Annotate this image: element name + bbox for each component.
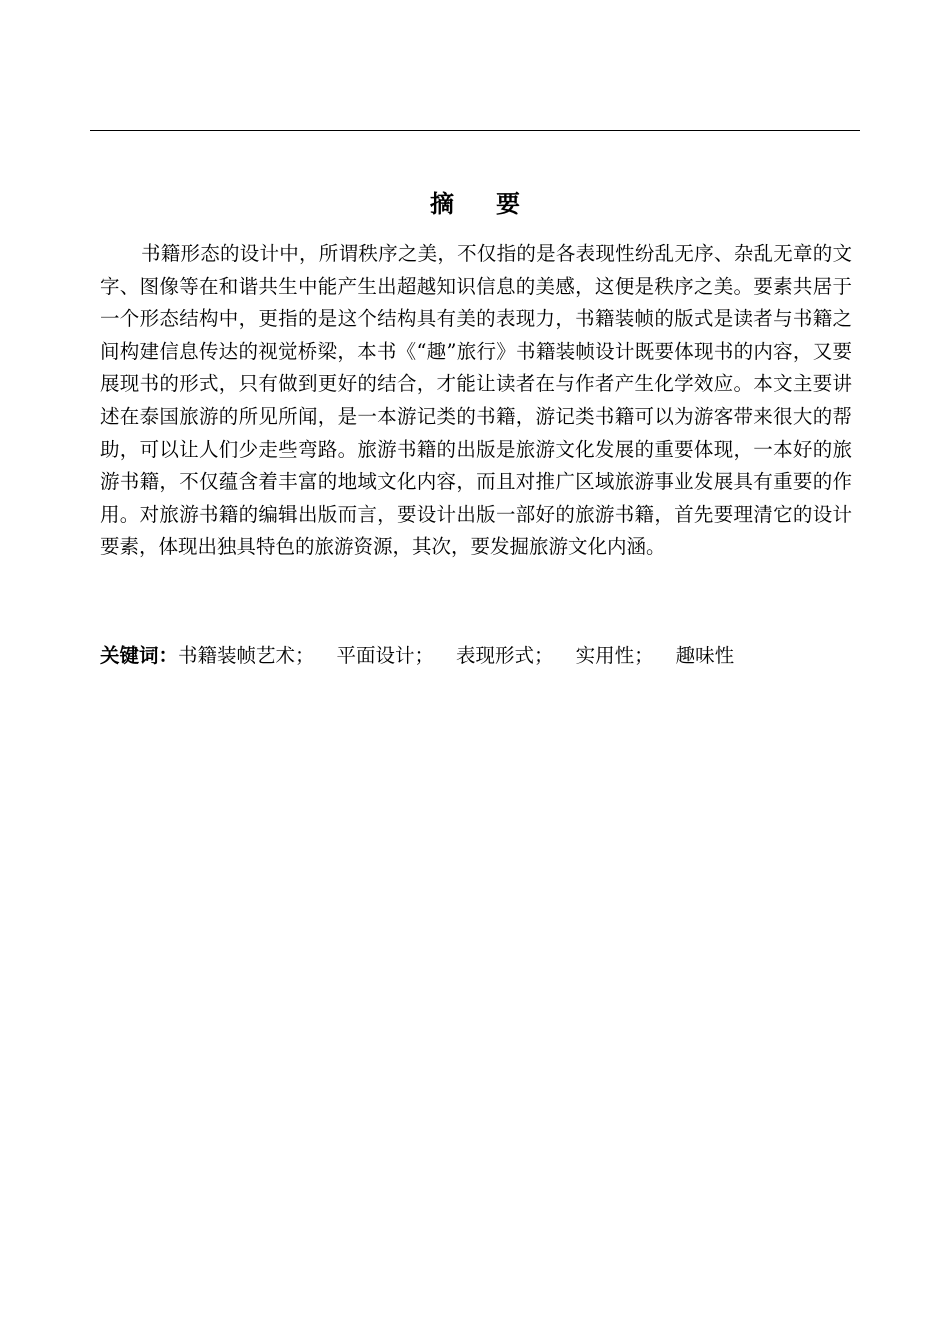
keyword-item: 实用性；: [575, 644, 654, 667]
keyword-item: 表现形式；: [456, 644, 554, 667]
header-rule: [90, 130, 860, 131]
keyword-item: 趣味性: [675, 644, 735, 667]
keyword-item: 书籍装帧艺术；: [178, 644, 315, 667]
abstract-body: 书籍形态的设计中，所谓秩序之美，不仅指的是各表现性纷乱无序、杂乱无章的文字、图像等在和谐共生中能产生出超越知识信息的美感，这便是秩序之美。要素共居于一个形态结构中，更指的是这个结构具有美的表现力，书籍装帧的版式是读者与书籍之间构建信息传达的视觉桥梁，本书《“趣”旅行》书籍装帧设计既要体现书的内容，又要展现书的形式，只有做到更好的结合，才能让读者在与作者产生化学效应。本文主要讲述在泰国旅游的所见所闻，是一本游记类的书籍，游记类书籍可以为游客带来很大的帮助，可以让人们少走些弯路。旅游书籍的出版是旅游文化发展的重要体现，一本好的旅游书籍，不仅蕴含着丰富的地域文化内容，而且对推广区域旅游事业发展具有重要的作用。对旅游书籍的编辑出版而言，要设计出版一部好的旅游书籍，首先要理清它的设计要素，体现出独具特色的旅游资源，其次，要发掘旅游文化内涵。: [100, 242, 852, 559]
keyword-item: 平面设计；: [336, 644, 435, 667]
keywords-label: 关键词：: [100, 644, 179, 667]
keywords-line: [100, 640, 860, 672]
abstract-title: 摘要: [430, 190, 562, 218]
